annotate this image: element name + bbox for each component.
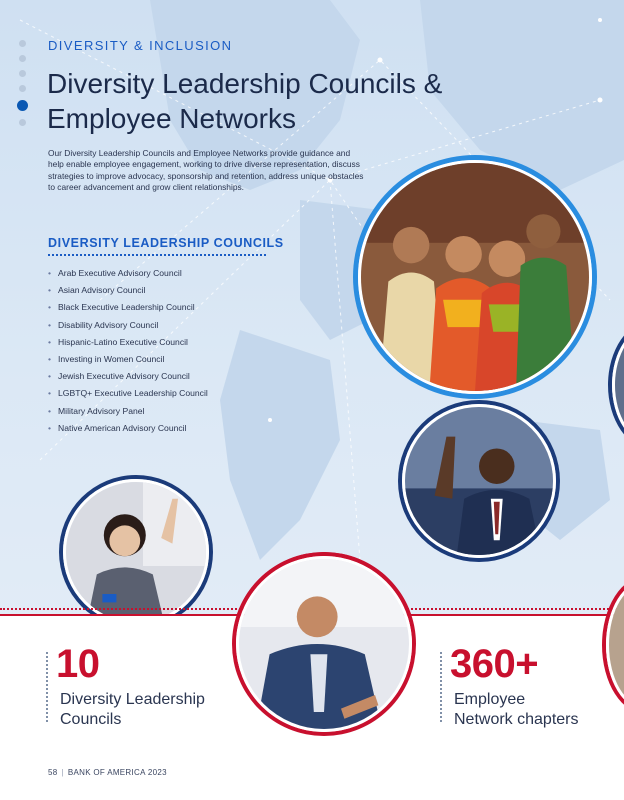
stat-number: 10 [56, 642, 100, 686]
section-label: DIVERSITY & INCLUSION [48, 38, 233, 53]
council-item: • Native American Advisory Council [48, 420, 208, 437]
stat-label [60, 690, 205, 730]
page-footer: 58 | BANK OF AMERICA 2023 [48, 768, 167, 777]
council-item: • Asian Advisory Council [48, 282, 208, 299]
council-item: • Black Executive Leadership Council [48, 299, 208, 316]
council-item: • Arab Executive Advisory Council [48, 265, 208, 282]
councils-divider [48, 254, 266, 256]
stat-label [454, 690, 579, 730]
stat-label-line: Network chapters [454, 711, 579, 728]
page-dot [19, 40, 26, 47]
councils-heading: DIVERSITY LEADERSHIP COUNCILS [48, 236, 284, 250]
council-item: • Investing in Women Council [48, 351, 208, 368]
council-item: • Military Advisory Panel [48, 403, 208, 420]
page-number: 58 [48, 768, 58, 777]
stat-label-line: Employee [454, 691, 526, 708]
council-item: • Jewish Executive Advisory Council [48, 368, 208, 385]
page-dot [19, 85, 26, 92]
page-dot [19, 119, 26, 126]
council-item: • LGBTQ+ Executive Leadership Council [48, 385, 208, 402]
page-dot [19, 70, 26, 77]
stat-label-line: Diversity Leadership [60, 691, 205, 708]
stat-label-line: Councils [60, 711, 122, 728]
page-dot [19, 55, 26, 62]
page-title: Diversity Leadership Councils & Employee Networks [47, 68, 443, 134]
photo-peace-sign [63, 479, 209, 625]
photo-raised-hand [402, 404, 556, 558]
stat-divider [440, 652, 442, 722]
intro-paragraph: Our Diversity Leadership Councils and Employee Networks provide guidance and help enable employee engagement, working to drive diverse representation, discuss strategies to improve advocacy, sponsorship and retention, address unique obstacles to career advancement and grow client relationships. [48, 148, 364, 193]
page-dot-active [17, 100, 28, 111]
council-item: • Hispanic-Latino Executive Council [48, 334, 208, 351]
page-indicator [19, 40, 28, 134]
council-item: • Disability Advisory Council [48, 317, 208, 334]
photo-cultural-dancers [358, 160, 592, 394]
photo-smiling-man-front [236, 556, 412, 732]
stat-number: 360+ [450, 642, 539, 686]
publication-name: BANK OF AMERICA 2023 [67, 768, 167, 777]
councils-list [48, 265, 208, 437]
stat-divider [46, 652, 48, 722]
